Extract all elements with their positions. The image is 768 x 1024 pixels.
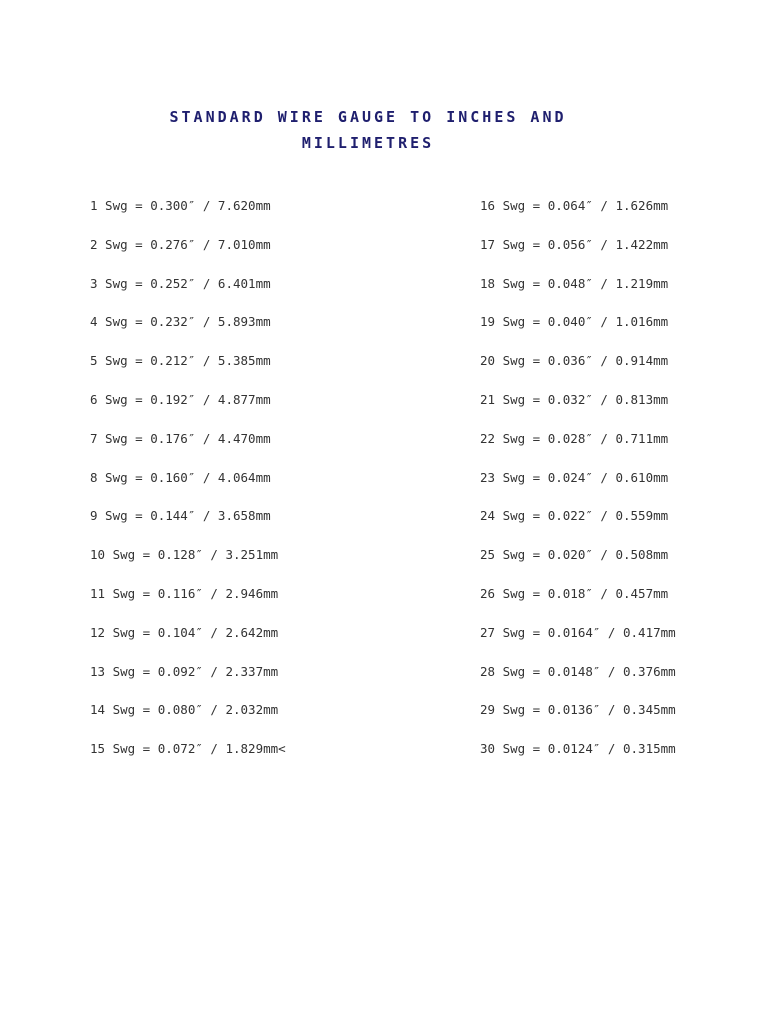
gauge-entry: 29 Swg = 0.0136″ / 0.345mm [480,702,676,718]
gauge-entry: 17 Swg = 0.056″ / 1.422mm [480,236,669,252]
gauge-entry: 22 Swg = 0.028″ / 0.711mm [480,430,669,446]
gauge-entry: 6 Swg = 0.192″ / 4.877mm [90,391,271,407]
gauge-entry: 8 Swg = 0.160″ / 4.064mm [90,469,271,485]
gauge-entry: 16 Swg = 0.064″ / 1.626mm [480,198,669,213]
title-line-1: STANDARD WIRE GAUGE TO INCHES AND [169,108,567,126]
gauge-entry: 30 Swg = 0.0124″ / 0.315mm [480,741,676,757]
right-column [480,195,768,777]
gauge-entry: 9 Swg = 0.144″ / 3.658mm [90,508,271,524]
gauge-entry: 24 Swg = 0.022″ / 0.559mm [480,508,669,524]
gauge-entry: 23 Swg = 0.024″ / 0.610mm [480,469,669,485]
gauge-entry: 11 Swg = 0.116″ / 2.946mm [90,585,279,601]
gauge-entry: 20 Swg = 0.036″ / 0.914mm [480,353,669,369]
gauge-entry: 7 Swg = 0.176″ / 4.470mm [90,430,271,446]
gauge-entry: 25 Swg = 0.020″ / 0.508mm [480,547,669,563]
gauge-entry: 18 Swg = 0.048″ / 1.219mm [480,275,669,291]
gauge-entry: 26 Swg = 0.018″ / 0.457mm [480,585,669,601]
gauge-entry: 3 Swg = 0.252″ / 6.401mm [90,275,271,291]
gauge-entry: 15 Swg = 0.072″ / 1.829mm< [90,741,286,757]
gauge-entry: 19 Swg = 0.040″ / 1.016mm [480,314,669,330]
gauge-entry: 28 Swg = 0.0148″ / 0.376mm [480,663,676,679]
gauge-entry: 21 Swg = 0.032″ / 0.813mm [480,391,669,407]
page-title [0,104,736,156]
gauge-entry: 12 Swg = 0.104″ / 2.642mm [90,624,279,640]
gauge-entry: 27 Swg = 0.0164″ / 0.417mm [480,624,676,640]
gauge-entry: 2 Swg = 0.276″ / 7.010mm [90,236,271,252]
gauge-entry: 10 Swg = 0.128″ / 3.251mm [90,547,279,563]
gauge-entry: 4 Swg = 0.232″ / 5.893mm [90,314,271,330]
left-column [90,195,390,777]
gauge-entry: 1 Swg = 0.300″ / 7.620mm [90,198,271,213]
title-line-2: MILLIMETRES [301,134,435,152]
gauge-entry: 13 Swg = 0.092″ / 2.337mm [90,663,279,679]
gauge-entry: 5 Swg = 0.212″ / 5.385mm [90,353,271,369]
gauge-entry: 14 Swg = 0.080″ / 2.032mm [90,702,279,718]
